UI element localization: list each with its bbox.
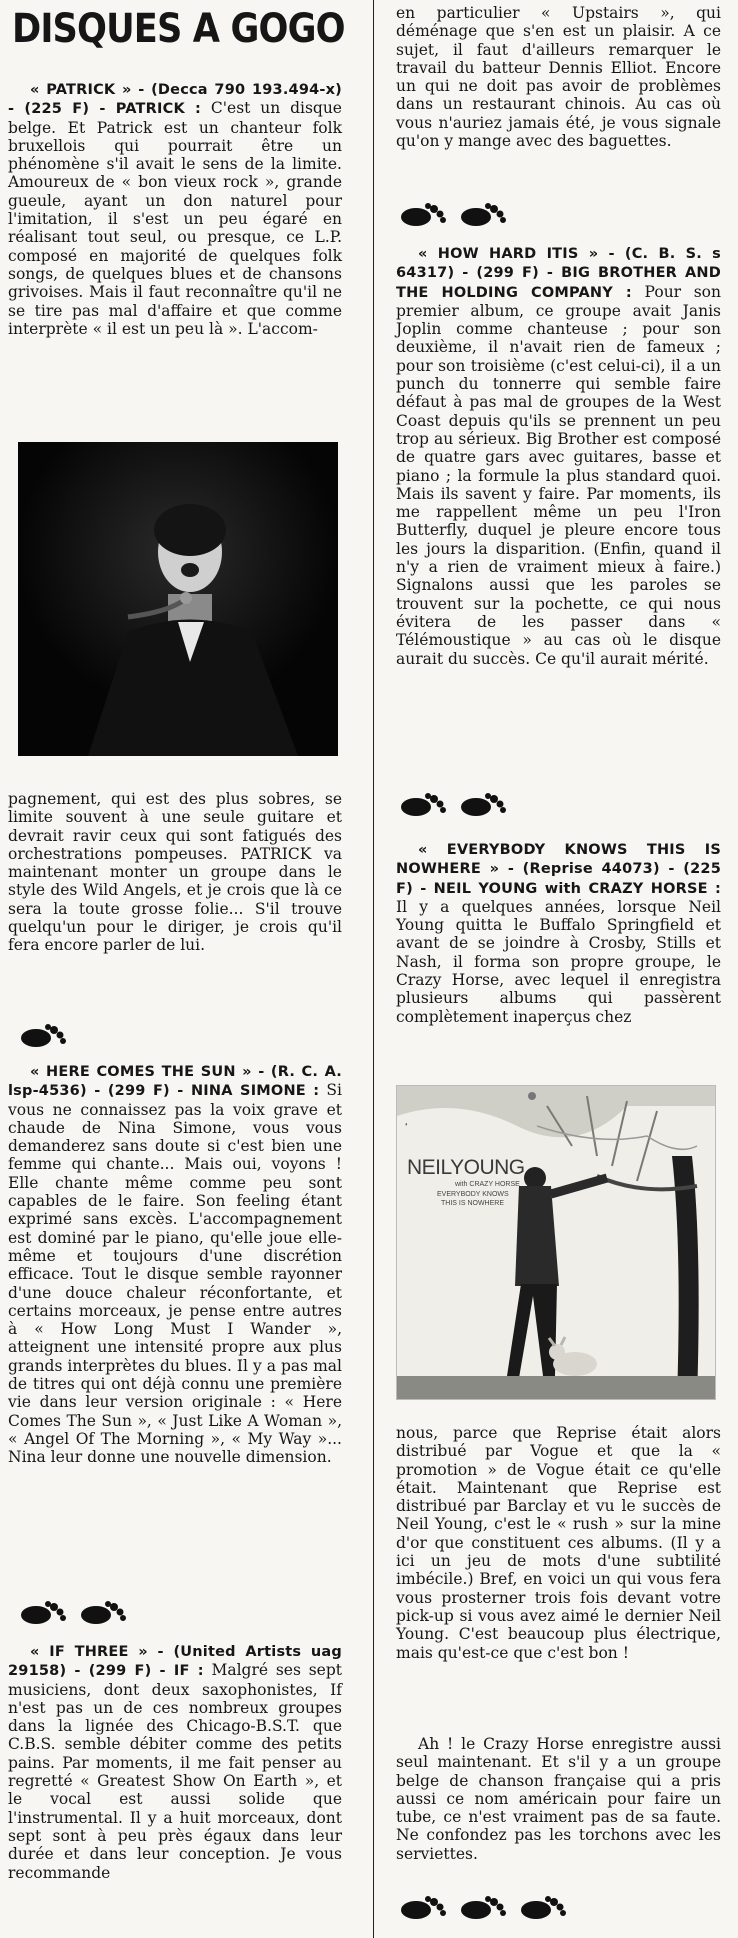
review-if bbox=[8, 1642, 342, 1882]
review-patrick bbox=[8, 80, 342, 338]
cover-with: with CRAZY HORSE bbox=[455, 1181, 520, 1188]
review-neil-young-continued: nous, parce que Reprise était alors distribué par Vogue et que la « promotion » de Vogue était ce qu'elle était. Maintenant que Reprise est distribué par Barclay et vu le succès de Neil Young, c'est le « rush » sur la mine d'or que constituent ces albums. (Il y a ici un jeu de mots d'une subtilité imbécile.) Bref, en voici un qui vous fera vous prosterner trois fois devant votre pick-up si vous avez aimé le dernier Neil Young. C'est beaucoup plus électrique, mais qu'est-ce que c'est bon ! bbox=[396, 1424, 721, 1662]
footprint-icon bbox=[18, 1599, 70, 1625]
column-divider bbox=[373, 0, 374, 1938]
review-if-heading: « IF THREE » - (United Artists uag 29158) - (299 F) - IF : bbox=[8, 1644, 342, 1680]
album-cover-art bbox=[397, 1086, 715, 1399]
footprint-icon bbox=[398, 1894, 450, 1920]
review-neil-young-body: Il y a quelques années, lorsque Neil Young quitta le Buffalo Springfield et avant de se joindre à Crosby, Stills et Nash, il forma son propre groupe, le Crazy Horse, avec lequel il enregistra plusieurs albums qui passèrent complètement inaperçus chez bbox=[396, 897, 721, 1026]
footprint-icon bbox=[78, 1599, 130, 1625]
review-patrick-continued: pagnement, qui est des plus sobres, se limite souvent à une seule guitare et devrait ravir ceux qui sont fatigués des orchestrations pompeuses. PATRICK va maintenant monter un groupe dans le style des Wild Angels, et je crois que là ce sera la toute grosse folie... S'il trouve quelqu'un pour le diriger, je crois qu'il fera encore parler de lui. bbox=[8, 790, 342, 955]
review-neil-young-crazy-horse: Ah ! le Crazy Horse enregistre aussi seul maintenant. Et s'il y a un groupe belge de chanson française qui a pris aussi ce nom américain pour faire un tube, ce n'est vraiment pas de sa faute. Ne confondez pas les torchons avec les serviettes. bbox=[396, 1735, 721, 1863]
footprint-icon bbox=[398, 201, 450, 227]
review-neil-young bbox=[396, 840, 721, 1026]
rating-neil-young bbox=[398, 1893, 570, 1921]
patrick-photo bbox=[18, 442, 338, 756]
review-patrick-body: C'est un disque belge. Et Patrick est un chanteur folk bruxellois qui pourrait être un phénomène s'il avait le sens de la limite. Amoureux de « bon vieux rock », grande gueule, ayant un don naturel pour l'imitation, il s'est un peu égaré en réalisant tout seul, ou presque, ce L.P. composé en majorité de quelques folk songs, de quelques blues et de chansons grivoises. Mais il faut reconnaître qu'il ne se tire pas mal d'affaire et que comme interprète « il est un peu là ». L'accom- bbox=[8, 99, 342, 338]
cover-album-line2: THIS IS NOWHERE bbox=[441, 1200, 505, 1207]
footprint-icon bbox=[458, 1894, 510, 1920]
svg-text:◐: ◐ bbox=[405, 1122, 409, 1128]
review-nina-body: Si vous ne connaissez pas la voix grave et chaude de Nina Simone, vous vous demanderez sans doute si c'est bien une femme qui chante... Mais oui, voyons ! Elle chante même comme peu sont capables de le faire. Son feeling étant exprimé sans excès. L'accompagnement est dominé par le piano, qu'elle joue elle-même et toujours d'une discrétion efficace. Tout le disque semble rayonner d'une douce chaleur réconfortante, et certains morceaux, je pense entre autres à « How Long Must I Wander », atteignent une intensité propre aux plus grands interprètes du blues. Il y a pas mal de titres qui ont déjà connu une première vie dans leur version originale : « Here Comes The Sun », « Just Like A Woman », « Angel Of The Morning », « My Way »... Nina leur donne une nouvelle dimension. bbox=[8, 1081, 342, 1467]
review-big-brother bbox=[396, 244, 721, 668]
rating-nina-simone bbox=[18, 1598, 130, 1626]
singer-image bbox=[18, 442, 338, 756]
footprint-icon bbox=[458, 791, 510, 817]
review-nina-simone bbox=[8, 1062, 342, 1467]
review-patrick-heading: « PATRICK » - (Decca 790 193.494-x) - (225 F) - PATRICK : bbox=[8, 82, 342, 118]
footprint-icon bbox=[398, 791, 450, 817]
review-if-continued: en particulier « Upstairs », qui déménage que s'en est un plaisir. A ce sujet, il faut d'ailleurs remarquer le travail du batteur Dennis Elliot. Encore un qui ne doit pas avoir de problèmes dans un restaurant chinois. Au cas où vous n'auriez jamais été, je vous signale qu'on y mange avec des baguettes. bbox=[396, 4, 721, 151]
review-big-brother-body: Pour son premier album, ce groupe avait Janis Joplin comme chanteuse ; pour son deuxième, il n'avait rien de fameux ; pour son troisième (c'est celui-ci), il a un punch du tonnerre qui semble faire défaut à pas mal de groupes de la West Coast depuis qu'ils se prennent un peu trop au sérieux. Big Brother est composé de quatre gars avec guitares, basse et piano ; la formule la plus standard quoi. Mais ils savent y faire. Par moments, ils me rappellent même un peu l'Iron Butterfly, duquel je pleure encore tous les jours la disparition. (Enfin, quand il n'y a rien de vraiment mieux à faire.) Signalons aussi que les paroles se trouvent sur la pochette, ce qui nous évitera de les passer dans « Télémoustique » au cas où le disque aurait du succès. Ce qu'il aurait mérité. bbox=[396, 282, 721, 668]
footprint-icon bbox=[458, 201, 510, 227]
review-big-brother-heading: « HOW HARD ITIS » - (C. B. S. s 64317) - (299 F) - BIG BROTHER AND THE HOLDING COMPANY : bbox=[396, 246, 721, 301]
rating-if bbox=[398, 200, 510, 228]
footprint-icon bbox=[518, 1894, 570, 1920]
cover-artist: NEILYOUNG bbox=[407, 1156, 525, 1179]
footprint-icon bbox=[18, 1022, 70, 1048]
review-nina-heading: « HERE COMES THE SUN » - (R. C. A. lsp-4536) - (299 F) - NINA SIMONE : bbox=[8, 1064, 342, 1100]
rating-big-brother bbox=[398, 790, 510, 818]
page-title: DISQUES A GOGO bbox=[12, 6, 345, 52]
review-if-body: Malgré ses sept musiciens, dont deux saxophonistes, If n'est pas un de ces nombreux groupes dans la lignée des Chicago-B.S.T. que C.B.S. semble débiter comme des petits pains. Par moments, il me fait penser au regretté « Greatest Show On Earth », et le vocal est aussi solide que l'instrumental. Il y a huit morceaux, dont sept sont à peu près égaux dans leur durée et dans leur conception. Je vous recommande bbox=[8, 1661, 343, 1882]
review-neil-young-heading: « EVERYBODY KNOWS THIS IS NOWHERE » - (Reprise 44073) - (225 F) - NEIL YOUNG with CRAZY HORSE : bbox=[396, 842, 721, 897]
rating-patrick bbox=[18, 1021, 70, 1049]
cover-album-line1: EVERYBODY KNOWS bbox=[437, 1191, 509, 1198]
album-cover-neil-young bbox=[396, 1085, 716, 1400]
